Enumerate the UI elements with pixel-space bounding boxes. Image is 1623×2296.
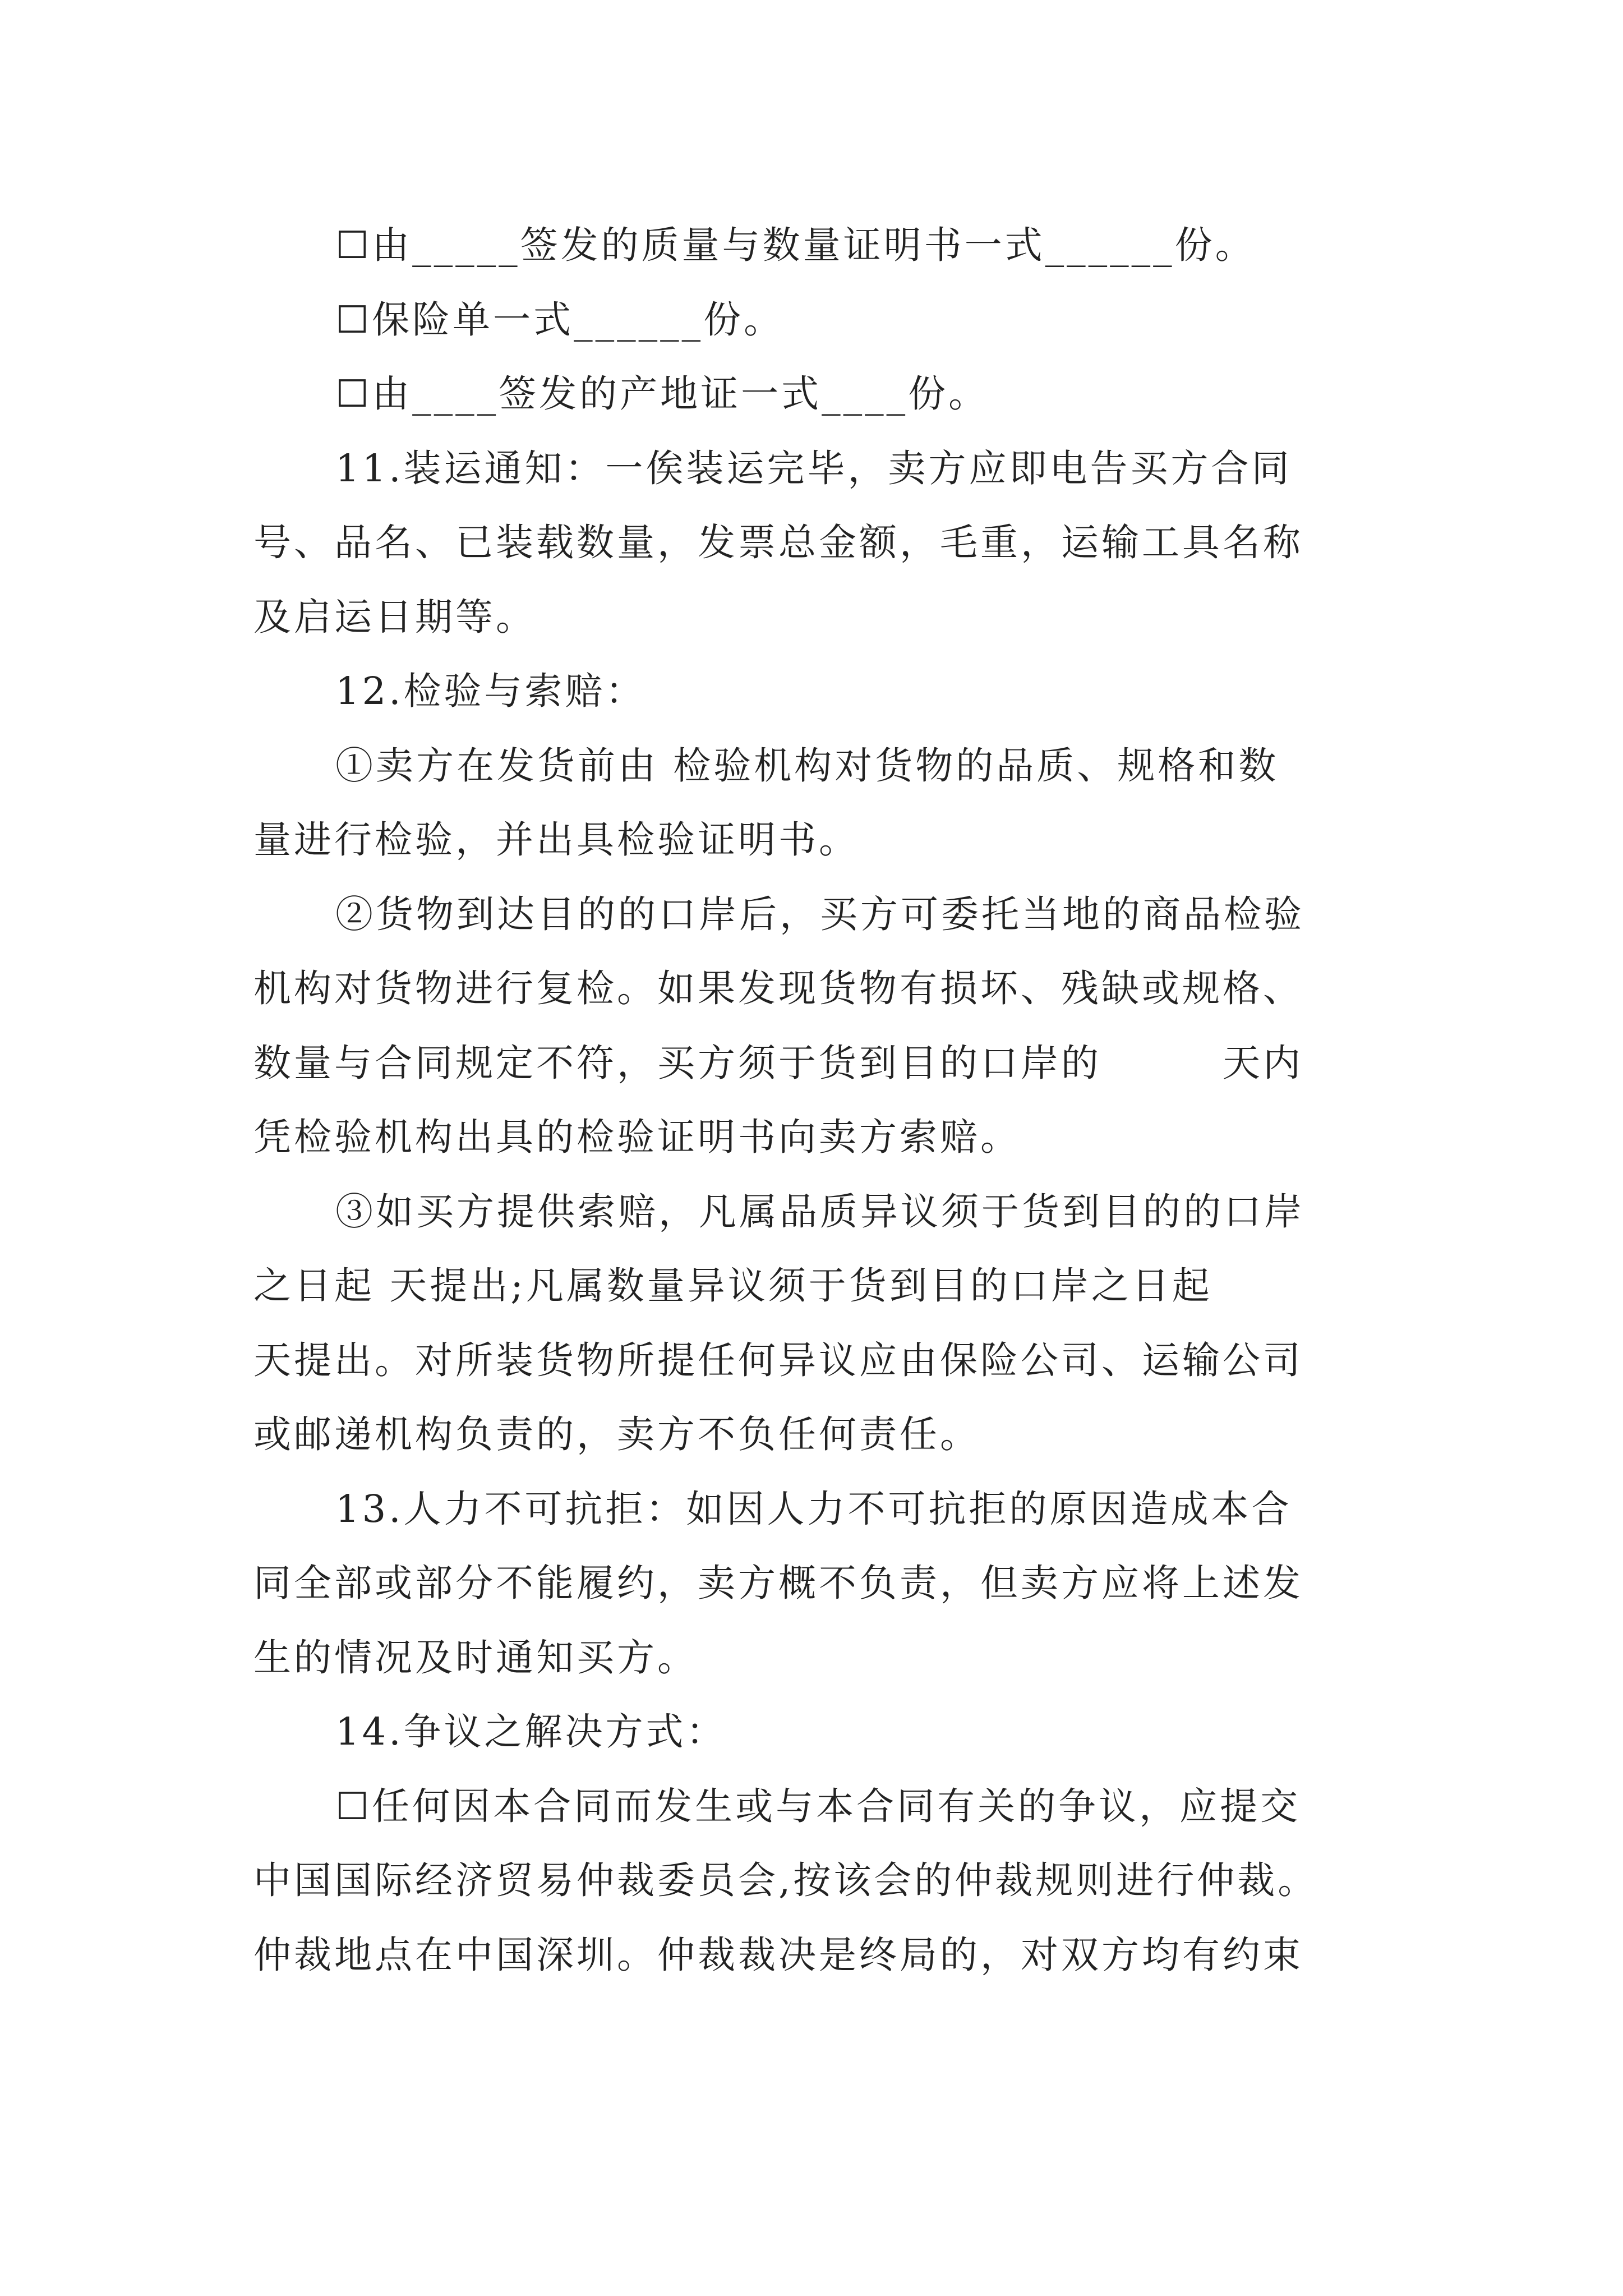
- text-line: ☐由____签发的产地证一式____份。: [335, 372, 989, 416]
- text-line: 天提出。对所装货物所提任何异议应由保险公司、运输公司: [253, 1338, 1303, 1382]
- text-line: 12.检验与索赔：: [335, 669, 646, 713]
- text-line: ☐保险单一式______份。: [335, 298, 785, 342]
- text-line: 中国国际经济贸易仲裁委员会,按该会的仲裁规则进行仲裁。: [253, 1858, 1318, 1902]
- text-line: 11.装运通知：一俟装运完毕，卖方应即电告买方合同: [335, 447, 1292, 490]
- text-line: 同全部或部分不能履约，卖方概不负责，但卖方应将上述发: [253, 1561, 1303, 1605]
- text-line: 凭检验机构出具的检验证明书向卖方索赔。: [253, 1115, 1021, 1159]
- text-line: 量进行检验，并出具检验证明书。: [253, 818, 859, 862]
- text-line: 及启运日期等。: [253, 595, 536, 639]
- text-line: ☐由_____签发的质量与数量证明书一式______份。: [335, 223, 1256, 267]
- text-line: 号、品名、已装载数量，发票总金额，毛重，运输工具名称: [253, 521, 1303, 564]
- text-line: ☐任何因本合同而发生或与本合同有关的争议，应提交: [335, 1784, 1301, 1828]
- text-line: ③如买方提供索赔，凡属品质异议须于货到目的的口岸: [335, 1190, 1304, 1234]
- text-line: 之日起 天提出;凡属数量异议须于货到目的口岸之日起: [253, 1264, 1212, 1308]
- text-line: 数量与合同规定不符，买方须于货到目的口岸的 天内: [253, 1041, 1303, 1085]
- text-line: 生的情况及时通知买方。: [253, 1636, 698, 1680]
- text-line: 14.争议之解决方式：: [335, 1710, 727, 1754]
- text-line: 仲裁地点在中国深圳。仲裁裁决是终局的，对双方均有约束: [253, 1933, 1303, 1977]
- text-line: 或邮递机构负责的，卖方不负任何责任。: [253, 1412, 980, 1456]
- text-line: ②货物到达目的的口岸后，买方可委托当地的商品检验: [335, 892, 1304, 936]
- text-line: 机构对货物进行复检。如果发现货物有损坏、残缺或规格、: [253, 967, 1303, 1010]
- text-line: 13.人力不可抗拒：如因人力不可抗拒的原因造成本合: [335, 1487, 1292, 1531]
- text-line: ①卖方在发货前由 检验机构对货物的品质、规格和数: [335, 744, 1279, 788]
